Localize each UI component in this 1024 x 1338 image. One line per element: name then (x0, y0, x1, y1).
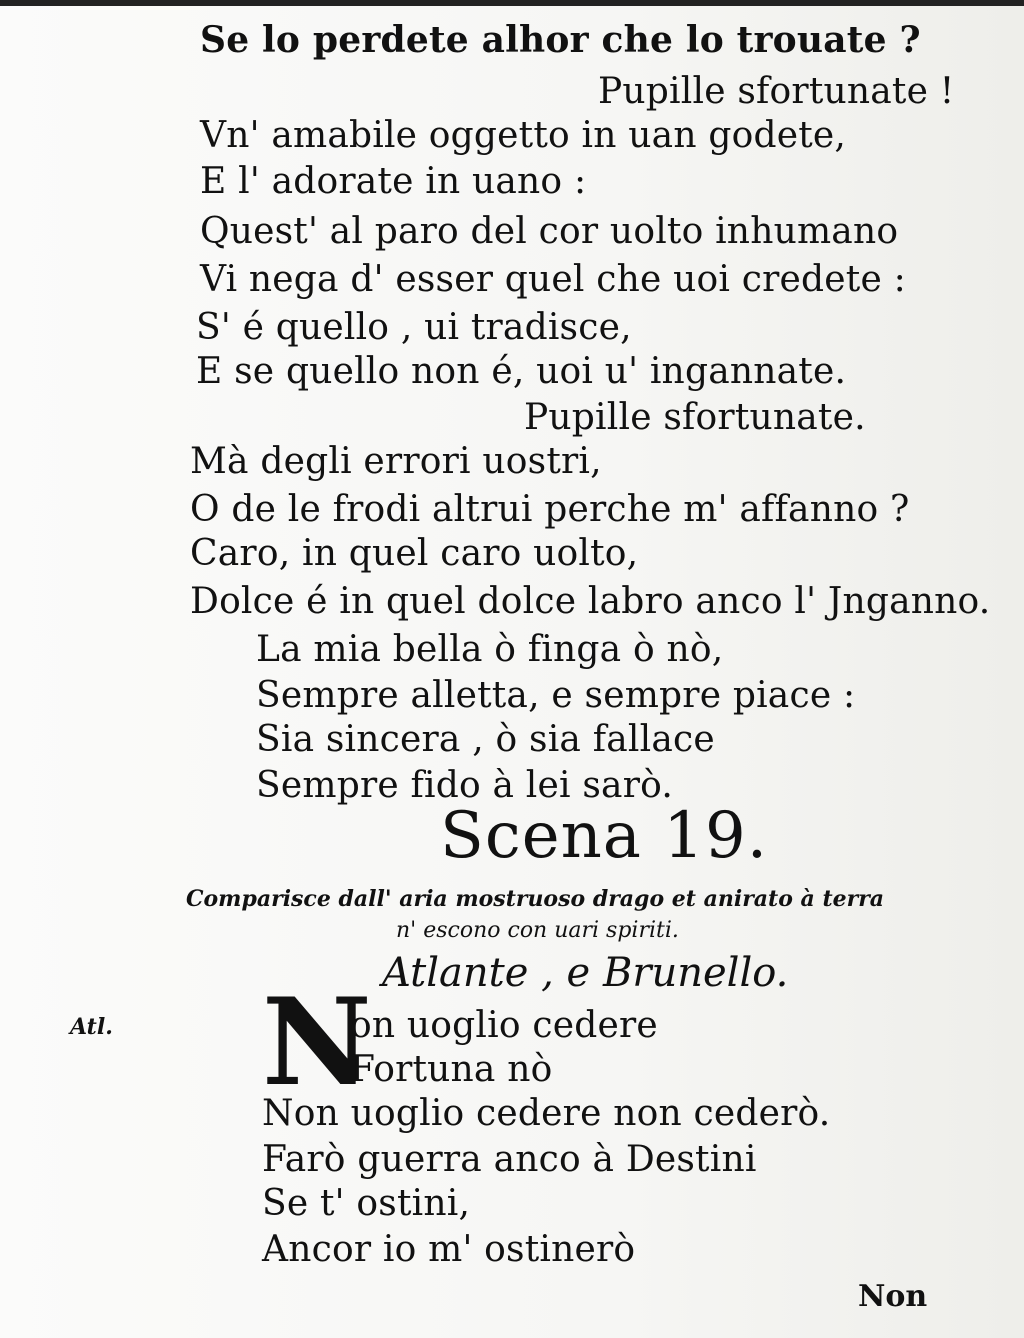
aria-line: Ancor io m' ostinerò (262, 1229, 636, 1270)
catchword: Non (858, 1279, 928, 1314)
poem-line: S' é quello , ui tradisce, (196, 307, 632, 348)
aria-line: on uoglio cedere (350, 1005, 658, 1046)
page-top-edge (0, 0, 1024, 6)
poem-line: O de le frodi altrui perche m' affanno ? (190, 489, 910, 530)
scene-title: Scena 19. (440, 799, 769, 873)
poem-line: Vn' amabile oggetto in uan godete, (200, 115, 847, 156)
aria-line: La mia bella ò finga ò nò, (256, 629, 724, 670)
stage-direction: n' escono con uari spiriti. (396, 918, 679, 943)
poem-line: Se lo perdete alhor che lo trouate ? (200, 19, 921, 61)
aria-line: Fortuna nò (350, 1049, 553, 1090)
poem-refrain: Pupille sfortunate. (524, 397, 866, 438)
poem-line: Quest' al paro del cor uolto inhumano (200, 211, 899, 252)
poem-line: Vi nega d' esser quel che uoi credete : (200, 259, 906, 300)
poem-line: Mà degli errori uostri, (190, 441, 602, 482)
poem-line: Caro, in quel caro uolto, (190, 533, 639, 574)
aria-line: Non uoglio cedere non cederò. (262, 1093, 831, 1134)
aria-line: Sempre alletta, e sempre piace : (256, 675, 856, 716)
stage-direction: Comparisce dall' aria mostruoso drago et anirato à terra (186, 886, 885, 912)
poem-line: E se quello non é, uoi u' ingannate. (196, 351, 847, 392)
aria-line: Sempre fido à lei sarò. (256, 765, 674, 806)
characters-heading: Atlante , e Brunello. (382, 950, 789, 996)
poem-line: Dolce é in quel dolce labro anco l' Jnganno. (190, 581, 991, 622)
poem-line: E l' adorate in uano : (200, 161, 587, 202)
aria-line: Farò guerra anco à Destini (262, 1139, 757, 1180)
aria-line: Sia sincera , ò sia fallace (256, 719, 715, 760)
drop-capital: N (262, 972, 372, 1113)
aria-line: Se t' ostini, (262, 1183, 471, 1224)
speaker-label: Atl. (70, 1014, 113, 1040)
poem-refrain: Pupille sfortunate ! (598, 71, 955, 112)
